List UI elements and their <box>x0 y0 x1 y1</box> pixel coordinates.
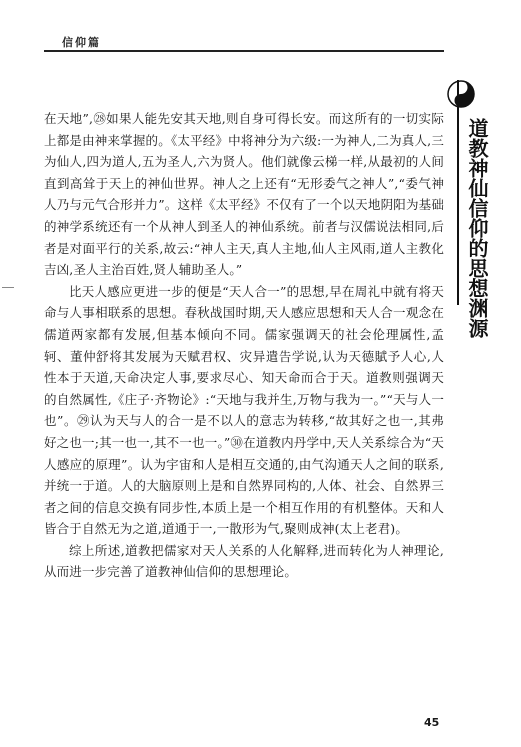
chapter-side-title: 道教神仙信仰的思想渊源 <box>465 118 489 338</box>
margin-mark <box>2 287 14 288</box>
paragraph-1: 在天地”,㉘如果人能先安其天地,则自身可得长安。而这所有的一切实际上都是由神来掌握的。《太平经》中将神分为六级:一为神人,二为真人,三为仙人,四为道人,五为圣人,六为贤人。他们就像云梯一样,从最初的人间直到高耸于天上的神仙世界。神人之上还有“无形委气之神人”,“委气神人乃与元气合形并力”。这样《太平经》不仅有了一个以天地阴阳为基础的神学系统还有一个从神人到圣人的神仙系统。前者与汉儒说法相同,后者是对面平行的关系,故云:“神人主天,真人主地,仙人主风雨,道人主教化吉凶,圣人主治百姓,贤人辅助圣人。” <box>44 111 444 278</box>
page-number: 45 <box>424 716 440 729</box>
yin-yang-icon <box>447 80 475 108</box>
header-rule <box>44 50 444 52</box>
running-header: 信仰篇 <box>62 36 101 49</box>
body-text <box>44 108 444 583</box>
side-title-bar <box>457 80 459 305</box>
paragraph-2: 比天人感应更进一步的便是“天人合一”的思想,早在周礼中就有将天命与人事相联系的思想。春秋战国时期,天人感应思想和天人合一观念在儒道两家都有发展,但基本倾向不同。儒家强调天的社会伦理属性,孟轲、董仲舒将其发展为天赋君权、灾异遣告学说,认为天德賦予人心,人性本于天道,天命决定人事,要求尽心、知天命而合于天。道教则强调天的自然属性,《庄子·齐物论》:“天地与我并生,万物与我为一。”“天与人一也”。㉙认为天与人的合一是不以人的意志为转移,“故其好之也一,其弗好之也一;其一也一,其不一也一。”㉚在道教内丹学中,天人关系综合为“天人感应的原理”。认为宇宙和人是相互交通的,由气沟通天人之间的联系,并统一于道。人的大脑原则上是和自然界同构的,人体、社会、自然界三者之间的信息交换有同步性,本质上是一个相互作用的有机整体。天和人皆合于自然无为之道,道通于一,一散形为气,聚则成神(太上老君)。 <box>44 283 444 537</box>
paragraph-3: 综上所述,道教把儒家对天人关系的人化解释,进而转化为人神理论,从而进一步完善了道教神仙信仰的思想理论。 <box>44 542 444 580</box>
